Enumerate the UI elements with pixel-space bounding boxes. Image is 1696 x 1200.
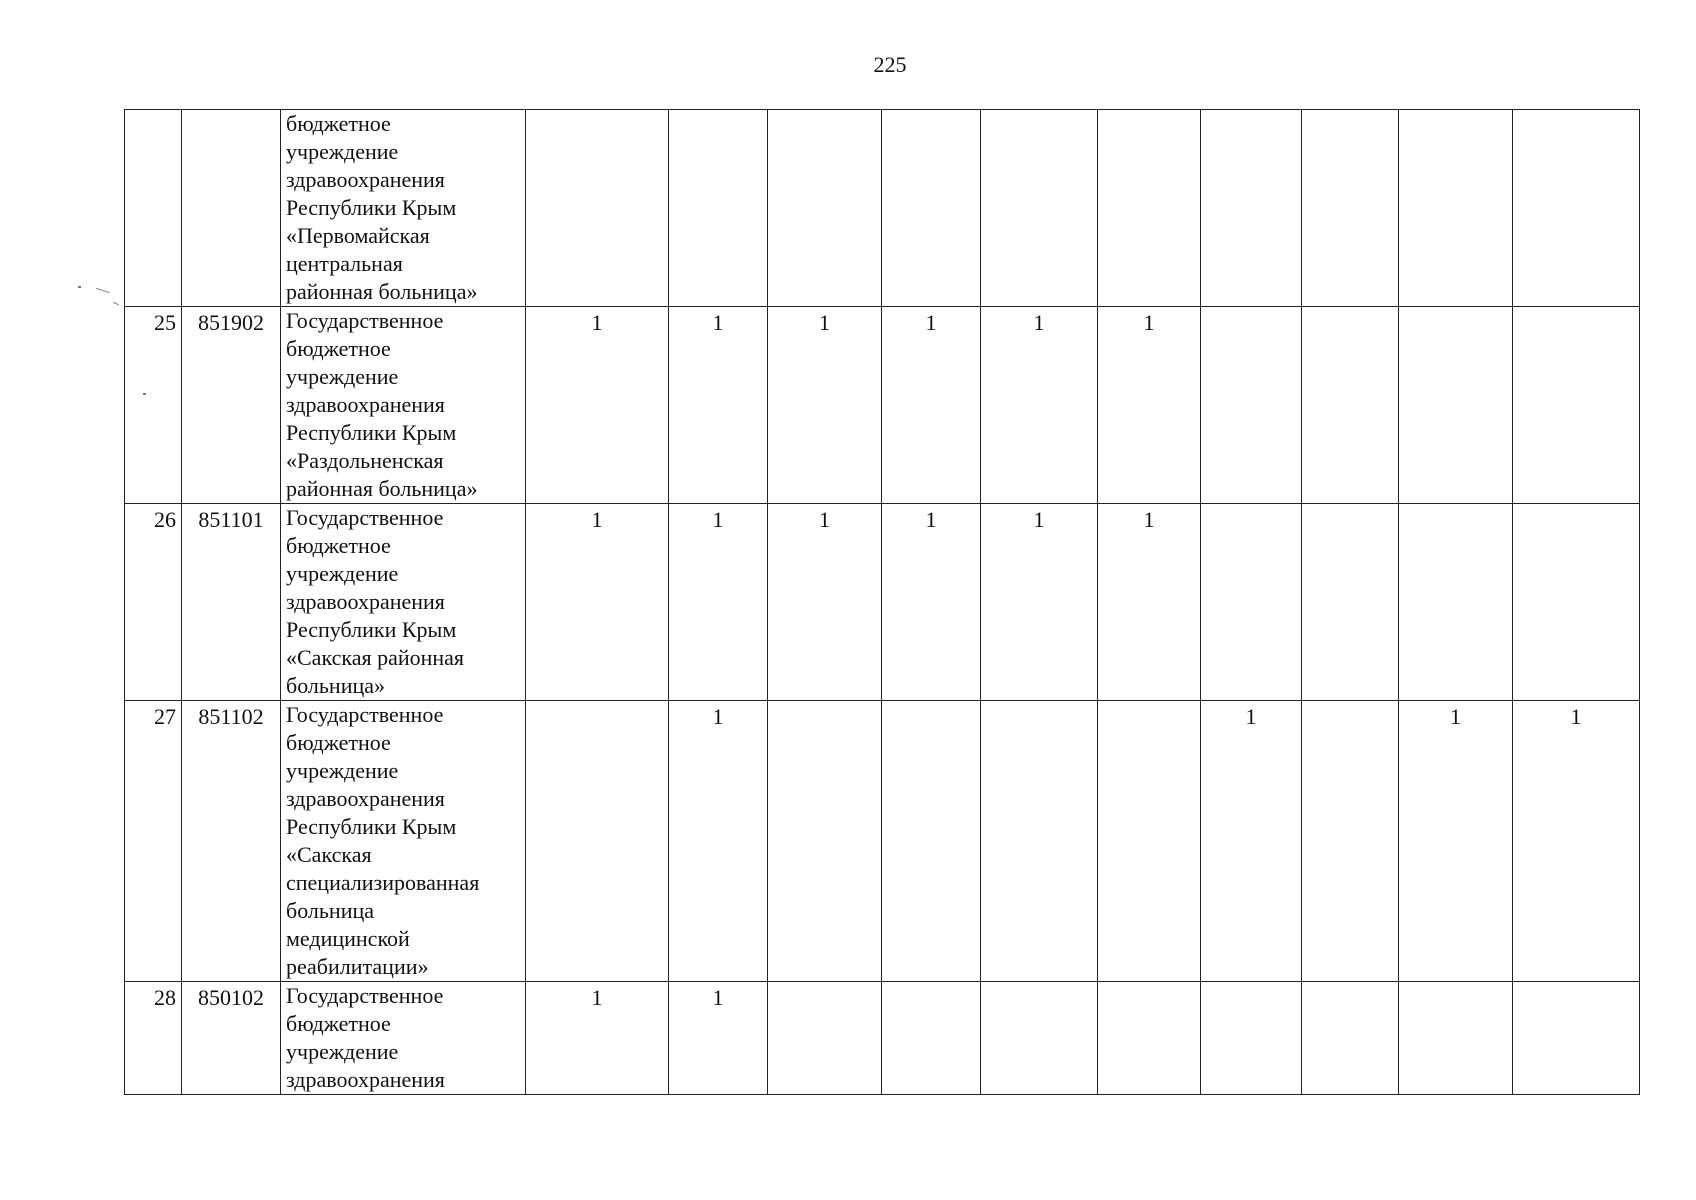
value-cell: [1399, 982, 1513, 1095]
institution-name-line: специализированная: [286, 870, 480, 895]
value-cell: [882, 504, 981, 701]
value-cell: [1513, 504, 1640, 701]
value-cell: [882, 307, 981, 504]
value-cell: [1399, 504, 1513, 701]
value-cell: [1201, 504, 1302, 701]
value-cell: [526, 701, 669, 982]
institution-code: 850102: [182, 982, 281, 1095]
value-cell: [981, 701, 1098, 982]
value-cell: [1098, 982, 1201, 1095]
institution-name-line: Государственное: [286, 308, 444, 333]
value-text: 1: [925, 310, 937, 335]
value-cell: [1302, 701, 1399, 982]
value-cell: [1513, 307, 1640, 504]
value-text: 1: [591, 507, 603, 532]
table-body: [125, 110, 1640, 1095]
institution-name-line: бюджетное: [286, 533, 391, 558]
value-cell: [526, 307, 669, 504]
institution-name: [281, 982, 526, 1095]
value-cell: [1399, 701, 1513, 982]
institution-code: 851902: [182, 307, 281, 504]
row-number: 25: [125, 307, 182, 504]
value-cell: [768, 982, 882, 1095]
value-text: 1: [1143, 507, 1155, 532]
institution-name-line: здравоохранения: [286, 392, 445, 417]
value-cell: [526, 504, 669, 701]
value-cell: [1399, 307, 1513, 504]
value-cell: [1201, 307, 1302, 504]
institution-name-line: реабилитации»: [286, 954, 429, 979]
value-cell: [1513, 110, 1640, 307]
value-cell: [669, 307, 768, 504]
value-cell: [981, 504, 1098, 701]
table-row: [125, 982, 1640, 1095]
row-number: 28: [125, 982, 182, 1095]
institution-name-line: здравоохранения: [286, 589, 445, 614]
scan-speck: [78, 286, 81, 288]
institution-name-line: учреждение: [286, 139, 399, 164]
table-row: [125, 504, 1640, 701]
value-cell: [1302, 504, 1399, 701]
value-cell: [981, 307, 1098, 504]
value-text: 1: [819, 507, 830, 532]
value-cell: [1513, 982, 1640, 1095]
institution-name-line: «Сакская: [286, 842, 372, 867]
institution-code: [182, 110, 281, 307]
value-cell: [1302, 982, 1399, 1095]
value-text: 1: [712, 985, 724, 1010]
value-text: 1: [1570, 704, 1582, 729]
page-number: 225: [873, 52, 907, 77]
institution-name-line: Республики Крым: [286, 195, 457, 220]
value-cell: [768, 307, 882, 504]
table-row: [125, 307, 1640, 504]
institution-name-line: здравоохранения: [286, 167, 445, 192]
institution-name-line: Республики Крым: [286, 814, 457, 839]
value-cell: [768, 504, 882, 701]
value-cell: [526, 982, 669, 1095]
scan-speck: [143, 393, 146, 395]
value-cell: [882, 110, 981, 307]
institution-name-line: «Сакская районная: [286, 645, 465, 670]
value-cell: [669, 982, 768, 1095]
institution-name-line: здравоохранения: [286, 1067, 445, 1092]
institution-name-line: бюджетное: [286, 111, 391, 136]
institution-name-line: Государственное: [286, 702, 444, 727]
value-cell: [1201, 982, 1302, 1095]
value-cell: [1098, 307, 1201, 504]
document-table: [124, 109, 1640, 1095]
value-text: 1: [1450, 704, 1461, 729]
institution-name-line: Республики Крым: [286, 617, 457, 642]
institution-name-line: учреждение: [286, 561, 399, 586]
institution-name-line: районная больница»: [286, 476, 478, 501]
value-text: 1: [591, 310, 603, 335]
institution-code: 851102: [182, 701, 281, 982]
value-cell: [882, 701, 981, 982]
institution-name-line: учреждение: [286, 364, 399, 389]
value-text: 1: [1245, 704, 1257, 729]
institution-name-line: Государственное: [286, 983, 444, 1008]
institution-name-line: учреждение: [286, 758, 399, 783]
value-cell: [768, 701, 882, 982]
value-text: 1: [925, 507, 937, 532]
institution-name-line: Государственное: [286, 505, 444, 530]
institution-code: 851101: [182, 504, 281, 701]
value-text: 1: [1143, 310, 1155, 335]
value-cell: [669, 504, 768, 701]
value-cell: [669, 701, 768, 982]
institution-name-line: бюджетное: [286, 730, 391, 755]
value-cell: [1098, 504, 1201, 701]
value-cell: [1201, 701, 1302, 982]
value-text: 1: [712, 310, 724, 335]
value-cell: [882, 982, 981, 1095]
institution-name-line: районная больница»: [286, 279, 478, 304]
value-text: 1: [819, 310, 830, 335]
institution-name: [281, 504, 526, 701]
value-cell: [1098, 110, 1201, 307]
value-cell: [1302, 307, 1399, 504]
institution-name-line: медицинской: [286, 926, 410, 951]
value-cell: [1513, 701, 1640, 982]
value-text: 1: [712, 507, 724, 532]
institution-name-line: больница»: [286, 673, 385, 698]
value-cell: [1201, 110, 1302, 307]
institution-name: [281, 307, 526, 504]
scan-speck: [96, 288, 110, 293]
institution-name-line: здравоохранения: [286, 786, 445, 811]
institution-name-line: бюджетное: [286, 336, 391, 361]
table-row: [125, 701, 1640, 982]
institution-name-line: больница: [286, 898, 374, 923]
institution-name: [281, 701, 526, 982]
value-cell: [669, 110, 768, 307]
institution-name-line: бюджетное: [286, 1011, 391, 1036]
value-cell: [981, 110, 1098, 307]
value-cell: [768, 110, 882, 307]
value-cell: [1098, 701, 1201, 982]
row-number: [125, 110, 182, 307]
value-text: 1: [712, 704, 724, 729]
value-cell: [1399, 110, 1513, 307]
institution-name-line: учреждение: [286, 1039, 399, 1064]
value-cell: [1302, 110, 1399, 307]
institution-name-line: центральная: [286, 251, 403, 276]
scan-speck: [113, 302, 119, 305]
value-text: 1: [591, 985, 603, 1010]
value-text: 1: [1033, 310, 1045, 335]
table-row: [125, 110, 1640, 307]
row-number: 26: [125, 504, 182, 701]
institution-name: [281, 110, 526, 307]
institution-name-line: «Раздольненская: [286, 448, 444, 473]
row-number: 27: [125, 701, 182, 982]
value-text: 1: [1033, 507, 1045, 532]
institution-name-line: Республики Крым: [286, 420, 457, 445]
value-cell: [526, 110, 669, 307]
institution-name-line: «Первомайская: [286, 223, 430, 248]
value-cell: [981, 982, 1098, 1095]
